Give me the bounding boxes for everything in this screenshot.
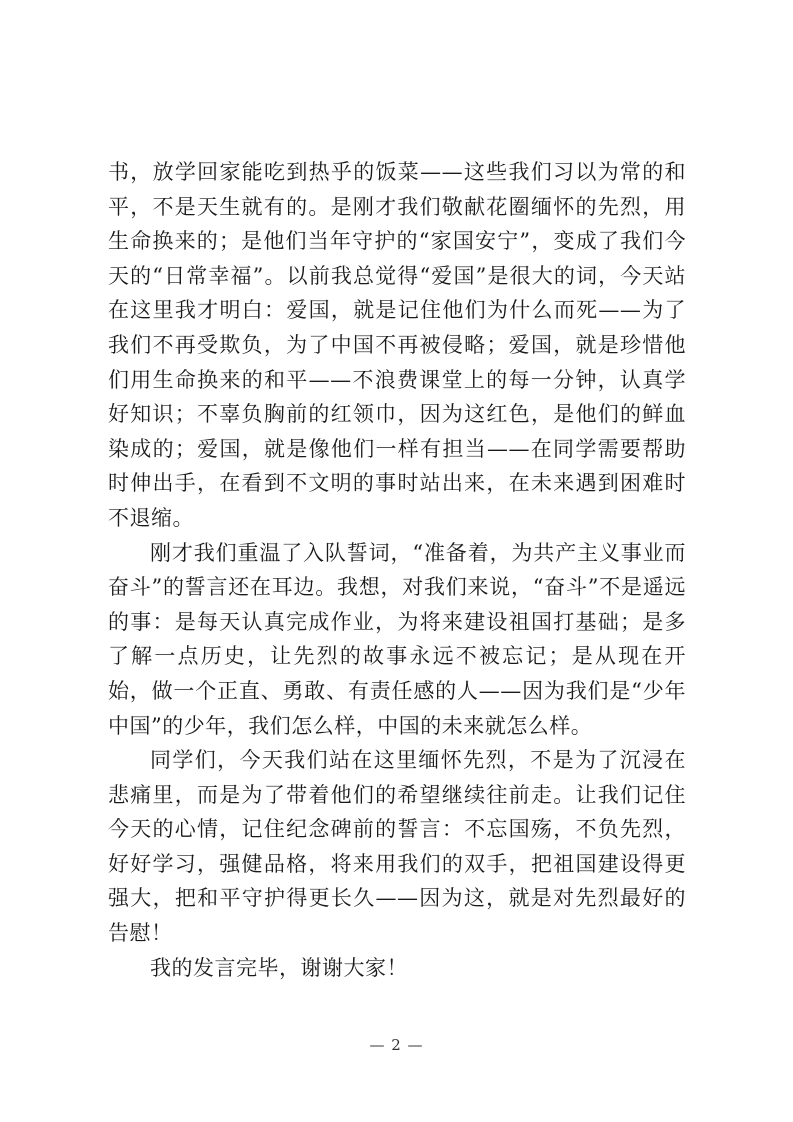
page-number: — 2 —: [369, 1036, 424, 1054]
paragraph-closing: 我的发言完毕，谢谢大家！: [150, 955, 408, 980]
paragraph-continuation: 书，放学回家能吃到热乎的饭菜——这些我们习以为常的和平，不是天生就有的。是刚才我们敬献花圈缅怀的先烈，用生命换来的；是他们当年守护的“家国安宁”，变成了我们今天的“日常幸福”。以前我总觉得“爱国”是很大的词，今天站在这里我才明白：爱国，就是记住他们为什么而死——为了我们不再受欺负，为了中国不再被侵略；爱国，就是珍惜他们用生命换来的和平——不浪费课堂上的每一分钟，认真学好知识；不辜负胸前的红领巾，因为这红色，是他们的鲜血染成的；爱国，就是像他们一样有担当——在同学需要帮助时伸出手，在看到不文明的事时站出来，在未来遇到困难时不退缩。: [108, 160, 686, 530]
paragraph-oath: 刚才我们重温了入队誓词，“准备着，为共产主义事业而奋斗”的誓言还在耳边。我想，对我们来说，“奋斗”不是遥远的事：是每天认真完成作业，为将来建设祖国打基础；是多了解一点历史，让先烈的故事永远不被忘记；是从现在开始，做一个正直、勇敢、有责任感的人——因为我们是“少年中国”的少年，我们怎么样，中国的未来就怎么样。: [108, 540, 686, 738]
speech-body: [108, 155, 686, 985]
paragraph-appeal: 同学们，今天我们站在这里缅怀先烈，不是为了沉浸在悲痛里，而是为了带着他们的希望继续往前走。让我们记住今天的心情，记住纪念碑前的誓言：不忘国殇，不负先烈，好好学习，强健品格，将来用我们的双手，把祖国建设得更强大，把和平守护得更长久——因为这，就是对先烈最好的告慰！: [108, 748, 686, 946]
